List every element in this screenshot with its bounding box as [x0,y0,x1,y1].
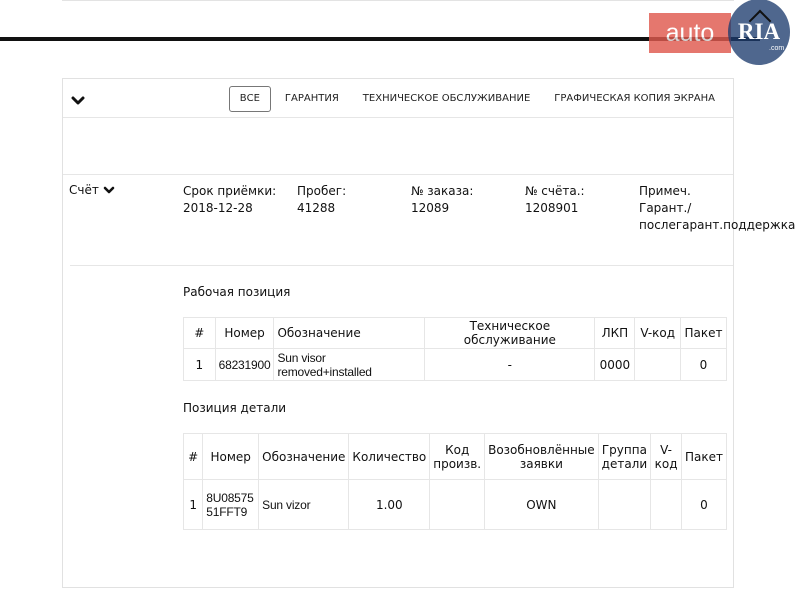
table-cell [651,480,682,530]
logo-domain-text: .com [769,45,785,52]
tab-screen-copy[interactable]: ГРАФИЧЕСКАЯ КОПИЯ ЭКРАНА [554,93,715,104]
column-header: V-код [635,318,681,349]
table-cell: 8U0857551FFT9 [203,480,259,530]
chevron-down-icon[interactable] [71,96,85,106]
divider [70,265,733,266]
table-cell: 0 [681,349,727,381]
column-header: # [184,434,203,480]
column-header: Обозначение [259,434,349,480]
column-header: Пакет [681,434,726,480]
table-cell: Sun visor removed+installed [274,349,425,381]
tab-warranty[interactable]: ГАРАНТИЯ [284,93,339,104]
invoice-toggle-label: Счёт [69,183,99,197]
logo-auto-text: auto [649,13,731,53]
divider [63,117,733,118]
table-cell: Sun vizor [259,480,349,530]
table-cell: 1 [184,349,216,381]
table-cell [598,480,650,530]
column-header: Возобновлённые заявки [485,434,599,480]
table-cell: 0 [681,480,726,530]
column-header: Группа детали [598,434,650,480]
info-label: № счёта.: [525,184,585,198]
column-header: Пакет [681,318,727,349]
info-value: Гарант./ послегарант.поддержка [639,201,796,232]
tab-all[interactable]: ВСЕ [229,86,271,112]
info-value: 41288 [297,201,336,215]
table-cell: 1 [184,480,203,530]
column-header: Техническое обслуживание [425,318,595,349]
top-divider [62,0,734,1]
chevron-down-icon [103,186,115,195]
column-header: Номер [203,434,259,480]
table-header-row [184,318,727,349]
table-header-row [184,434,727,480]
tab-maintenance[interactable]: ТЕХНИЧЕСКОЕ ОБСЛУЖИВАНИЕ [362,93,531,104]
table-cell [635,349,681,381]
work-position-table [183,317,727,381]
filter-tabs [229,86,727,112]
watermark-logo [649,11,800,57]
table-cell [430,480,485,530]
info-label: Пробег: [297,184,347,198]
table-cell: OWN [485,480,599,530]
section-title-work-position: Рабочая позиция [183,285,291,299]
info-mileage [297,183,346,217]
table-cell: 68231900 [215,349,274,381]
column-header: Код произв. [430,434,485,480]
part-position-table [183,433,727,530]
info-acceptance-date [183,183,276,217]
info-label: Примеч. [639,184,691,198]
info-value: 12089 [411,201,450,215]
column-header: Номер [215,318,274,349]
logo-ria-text: RIA [737,19,781,44]
column-header: # [184,318,216,349]
column-header: V-код [651,434,682,480]
table-cell: 1.00 [349,480,430,530]
table-cell: 0000 [595,349,635,381]
info-invoice-number [525,183,585,217]
table-row [184,349,727,381]
table-cell: - [425,349,595,381]
info-note [639,183,796,234]
info-value: 2018-12-28 [183,201,253,215]
info-label: № заказа: [411,184,474,198]
column-header: Обозначение [274,318,425,349]
divider [63,174,733,175]
service-history-panel [62,78,796,588]
invoice-toggle[interactable] [69,183,115,197]
table-row [184,480,727,530]
info-value: 1208901 [525,201,579,215]
section-title-part-position: Позиция детали [183,401,287,415]
column-header: ЛКП [595,318,635,349]
info-label: Срок приёмки: [183,184,277,198]
header-bar [0,37,760,41]
info-order-number [411,183,473,217]
column-header: Количество [349,434,430,480]
